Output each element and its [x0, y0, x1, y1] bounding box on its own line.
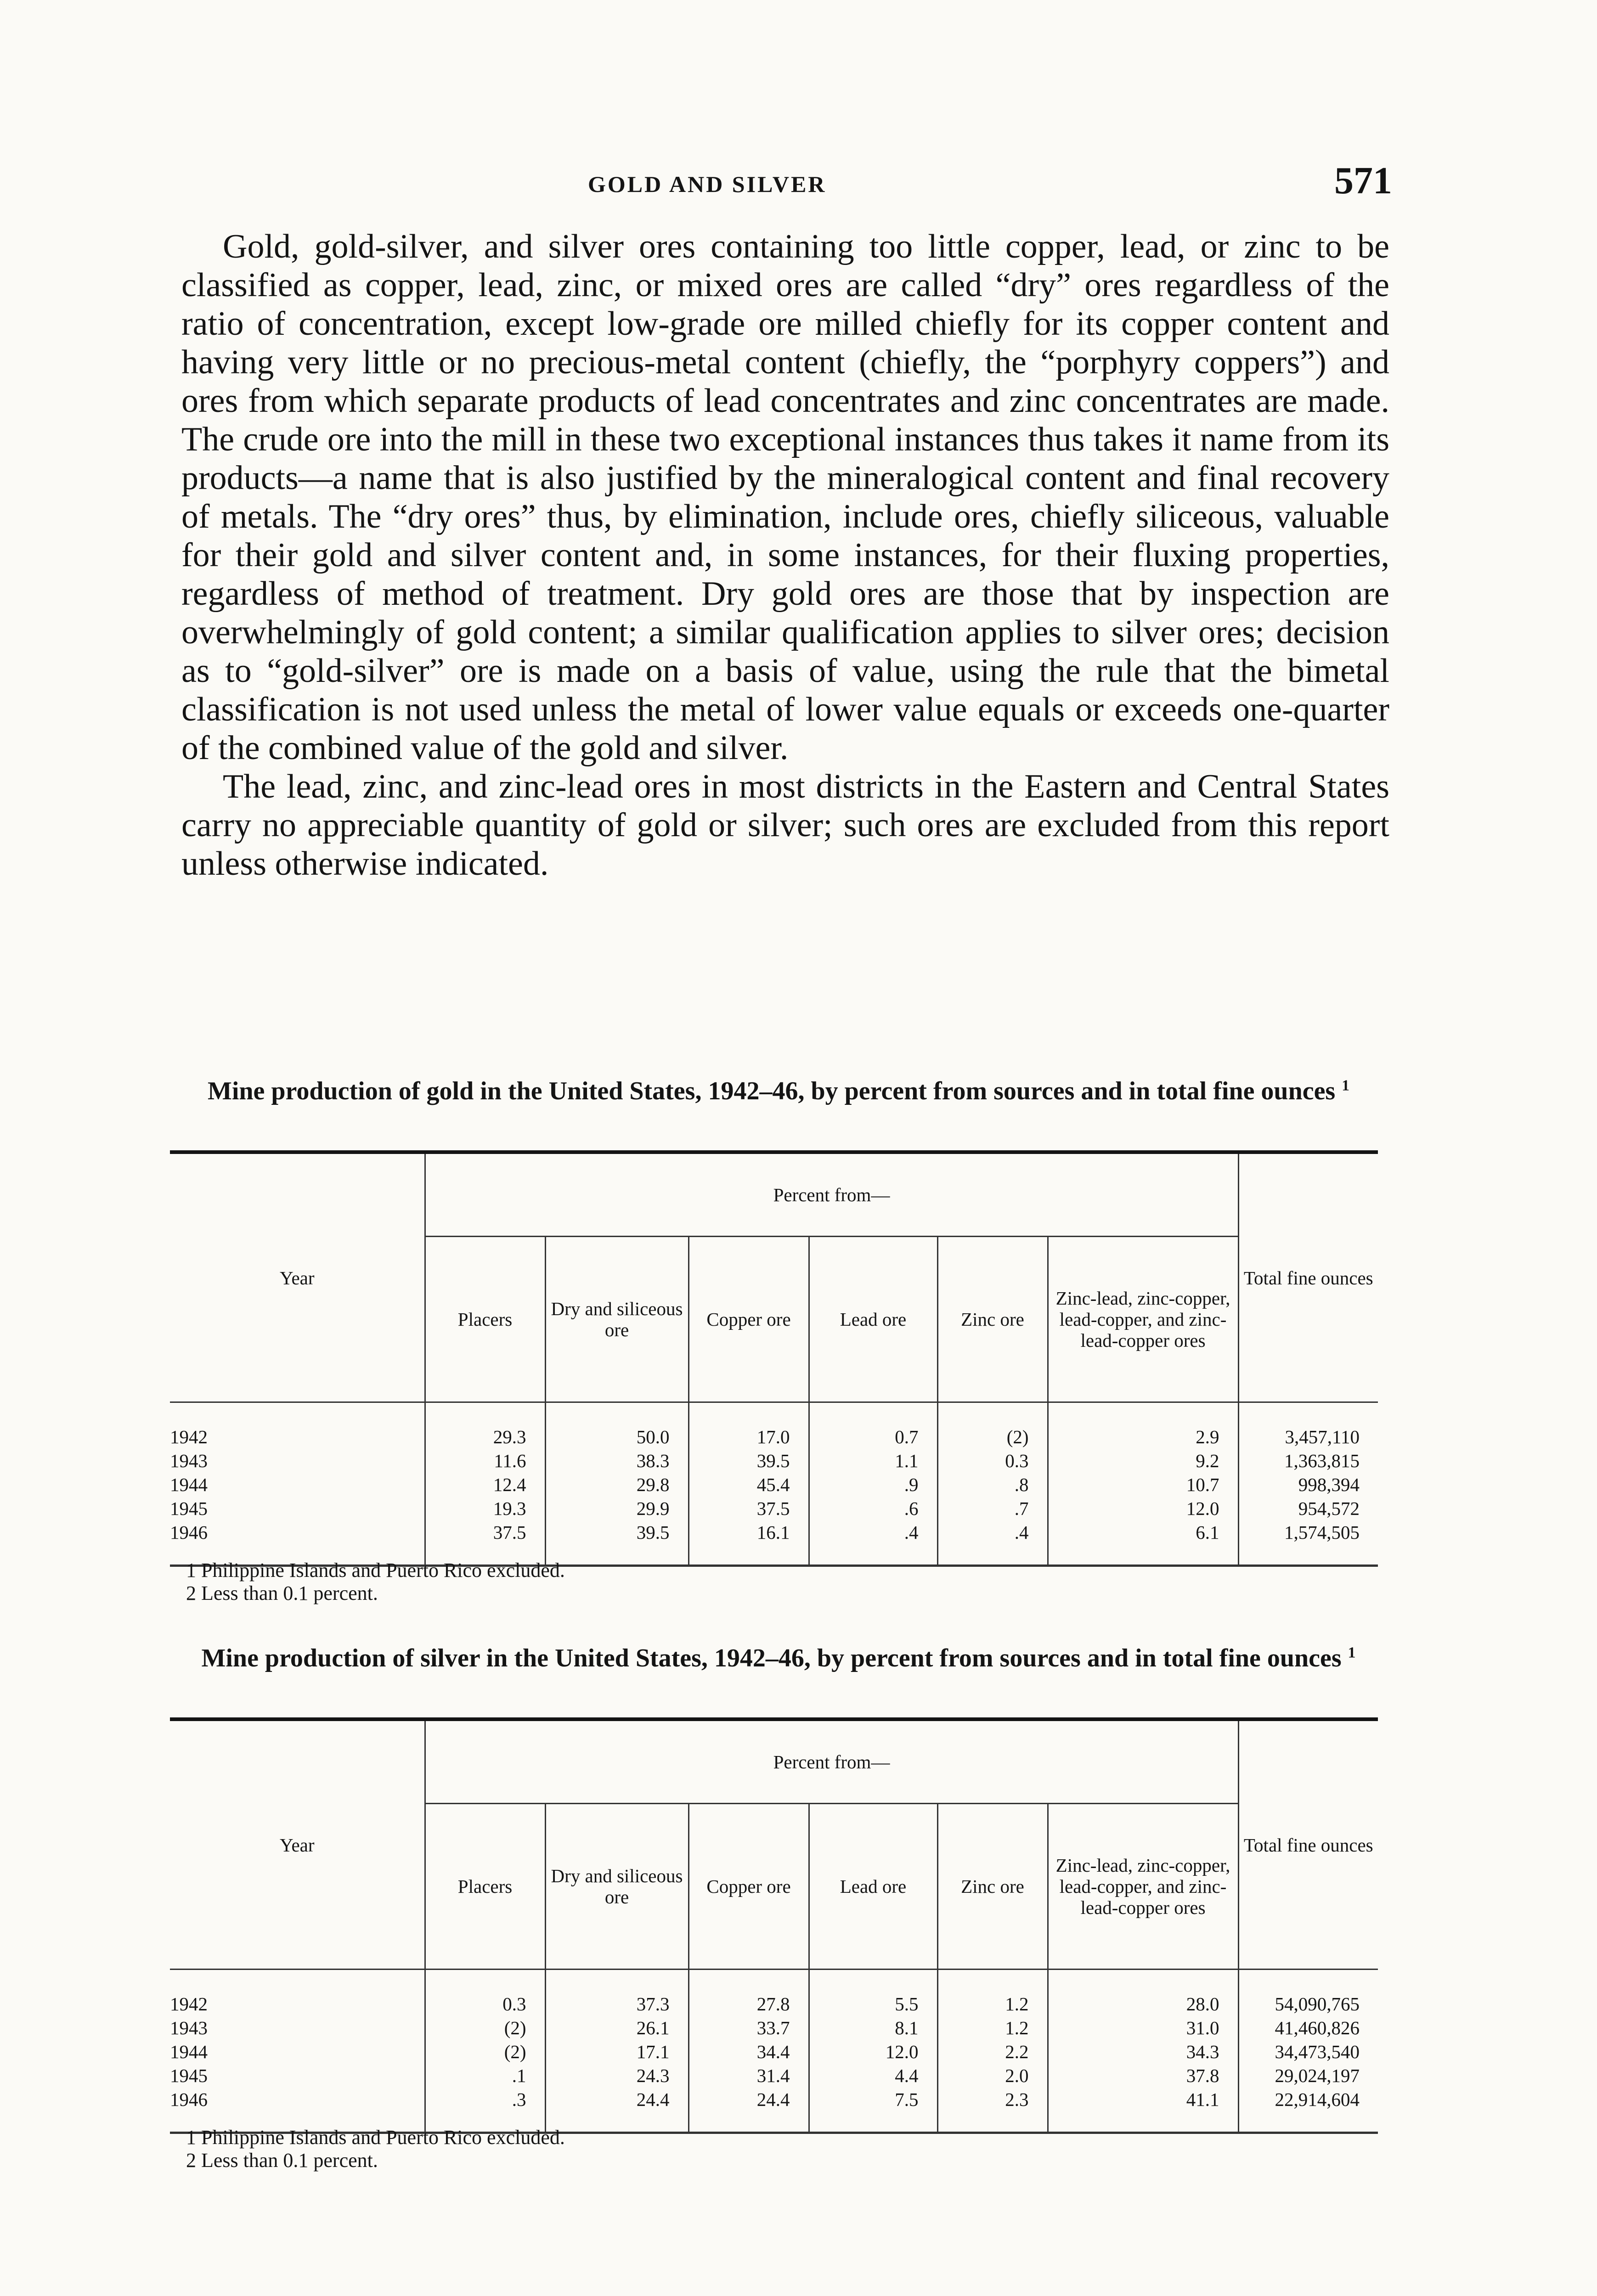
- silver-zinc: 1.2: [937, 2016, 1048, 2040]
- silver-footnote-2: 2 Less than 0.1 percent.: [186, 2149, 378, 2172]
- gold-lead: .6: [809, 1497, 937, 1520]
- gold-lead: 1.1: [809, 1449, 937, 1473]
- silver-zinc: 2.2: [937, 2040, 1048, 2064]
- gold-dry: 50.0: [545, 1425, 688, 1449]
- gold-zinc: (2): [937, 1425, 1048, 1449]
- silver-copper: 33.7: [688, 2016, 809, 2040]
- table-row: [170, 2088, 1378, 2111]
- gold-year: 1944: [170, 1474, 208, 1495]
- gold-year: 1942: [170, 1426, 208, 1447]
- gold-lead: .9: [809, 1473, 937, 1497]
- silver-total: 29,024,197: [1238, 2064, 1378, 2088]
- silver-header-mixed: Zinc-lead, zinc-copper, lead-copper, and zinc-lead-copper ores: [1048, 1804, 1238, 1970]
- table-row: [170, 1497, 1378, 1520]
- gold-dry: 29.8: [545, 1473, 688, 1497]
- gold-total: 998,394: [1238, 1473, 1378, 1497]
- silver-dry: 24.4: [545, 2088, 688, 2111]
- table-row: [170, 2040, 1378, 2064]
- silver-footnotes: [186, 2126, 565, 2172]
- table-row: [170, 1992, 1378, 2016]
- silver-copper: 31.4: [688, 2064, 809, 2088]
- silver-year: 1943: [170, 2017, 208, 2038]
- silver-year: 1945: [170, 2065, 208, 2086]
- silver-year: 1944: [170, 2041, 208, 2062]
- silver-mixed: 41.1: [1048, 2088, 1238, 2111]
- gold-header-placers: Placers: [425, 1237, 545, 1402]
- silver-header-placers: Placers: [425, 1804, 545, 1970]
- silver-header-total: Total fine ounces: [1238, 1719, 1378, 1970]
- gold-copper: 17.0: [688, 1425, 809, 1449]
- gold-header-copper: Copper ore: [688, 1237, 809, 1402]
- paragraph-1: Gold, gold-silver, and silver ores containing too little copper, lead, or zinc to be classified as copper, lead, zinc, or mixed ores are called “dry” ores regardless of the ratio of concentration, except low-grade ore milled chiefly for its copper content and having very little or no precious-metal content (chiefly, the “porphyry coppers”) and ores from which separate products of lead concentrates and zinc concentrates are made. The crude ore into the mill in these two exceptional instances thus takes it name from its products—a name that is also justified by the mineralogical content and final recovery of metals. The “dry ores” thus, by elimination, include ores, chiefly siliceous, valuable for their gold and silver content and, in some instances, for their fluxing properties, regardless of method of treatment. Dry gold ores are those that by inspection are overwhelmingly of gold content; a similar qualification applies to silver ores; decision as to “gold-silver” ore is made on a basis of value, using the rule that the bimetal classification is not used unless the metal of lower value equals or exceeds one-quarter of the combined value of the gold and silver.: [181, 228, 1389, 767]
- silver-copper: 34.4: [688, 2040, 809, 2064]
- gold-copper: 45.4: [688, 1473, 809, 1497]
- silver-header-year: Year: [170, 1719, 425, 1970]
- gold-total: 1,574,505: [1238, 1520, 1378, 1544]
- silver-placers: (2): [425, 2040, 545, 2064]
- gold-placers: 19.3: [425, 1497, 545, 1520]
- silver-dry: 17.1: [545, 2040, 688, 2064]
- gold-mixed: 6.1: [1048, 1520, 1238, 1544]
- silver-zinc: 2.3: [937, 2088, 1048, 2111]
- silver-zinc: 1.2: [937, 1992, 1048, 2016]
- gold-dry: 29.9: [545, 1497, 688, 1520]
- table-row: [170, 2016, 1378, 2040]
- gold-placers: 11.6: [425, 1449, 545, 1473]
- gold-mixed: 10.7: [1048, 1473, 1238, 1497]
- silver-header-dry: Dry and siliceous ore: [545, 1804, 688, 1970]
- silver-table-title-text: Mine production of silver in the United States, 1942–46, by percent from sources and in total fine ounces: [201, 1644, 1342, 1672]
- silver-table-body: [170, 1970, 1378, 2133]
- gold-zinc: .4: [937, 1520, 1048, 1544]
- gold-placers: 37.5: [425, 1520, 545, 1544]
- gold-dry: 39.5: [545, 1520, 688, 1544]
- gold-total: 954,572: [1238, 1497, 1378, 1520]
- gold-year: 1945: [170, 1498, 208, 1519]
- silver-dry: 26.1: [545, 2016, 688, 2040]
- gold-placers: 29.3: [425, 1425, 545, 1449]
- silver-year: 1946: [170, 2089, 208, 2110]
- silver-total: 54,090,765: [1238, 1992, 1378, 2016]
- silver-dry: 37.3: [545, 1992, 688, 2016]
- table-row: [170, 1473, 1378, 1497]
- gold-table-body: [170, 1402, 1378, 1566]
- gold-header-year: Year: [170, 1152, 425, 1402]
- gold-lead: 0.7: [809, 1425, 937, 1449]
- table-row: [170, 1449, 1378, 1473]
- gold-dry: 38.3: [545, 1449, 688, 1473]
- silver-header-lead: Lead ore: [809, 1804, 937, 1970]
- gold-zinc: 0.3: [937, 1449, 1048, 1473]
- gold-header-zinc: Zinc ore: [937, 1237, 1048, 1402]
- silver-lead: 7.5: [809, 2088, 937, 2111]
- gold-zinc: .7: [937, 1497, 1048, 1520]
- body-text: [181, 227, 1389, 883]
- silver-lead: 4.4: [809, 2064, 937, 2088]
- silver-table: [170, 1717, 1378, 2134]
- gold-footnote-1: 1 Philippine Islands and Puerto Rico excluded.: [186, 1559, 565, 1581]
- silver-table-title-note: 1: [1348, 1644, 1356, 1661]
- gold-footnotes: [186, 1559, 565, 1605]
- gold-header-mixed: Zinc-lead, zinc-copper, lead-copper, and zinc-lead-copper ores: [1048, 1237, 1238, 1402]
- gold-header-total: Total fine ounces: [1238, 1152, 1378, 1402]
- gold-copper: 16.1: [688, 1520, 809, 1544]
- gold-table-title: [170, 1077, 1387, 1105]
- silver-copper: 24.4: [688, 2088, 809, 2111]
- silver-mixed: 37.8: [1048, 2064, 1238, 2088]
- gold-copper: 37.5: [688, 1497, 809, 1520]
- silver-total: 41,460,826: [1238, 2016, 1378, 2040]
- gold-year: 1946: [170, 1522, 208, 1543]
- silver-placers: 0.3: [425, 1992, 545, 2016]
- silver-total: 22,914,604: [1238, 2088, 1378, 2111]
- gold-footnote-2: 2 Less than 0.1 percent.: [186, 1582, 378, 1604]
- gold-table: [170, 1150, 1378, 1567]
- table-row: [170, 1520, 1378, 1544]
- paragraph-2: The lead, zinc, and zinc-lead ores in most districts in the Eastern and Central States carry no appreciable quantity of gold or silver; such ores are excluded from this report unless otherwise indicated.: [181, 768, 1389, 883]
- silver-header-zinc: Zinc ore: [937, 1804, 1048, 1970]
- gold-total: 1,363,815: [1238, 1449, 1378, 1473]
- gold-mixed: 9.2: [1048, 1449, 1238, 1473]
- gold-mixed: 12.0: [1048, 1497, 1238, 1520]
- gold-table-title-note: 1: [1342, 1077, 1350, 1094]
- silver-copper: 27.8: [688, 1992, 809, 2016]
- silver-lead: 8.1: [809, 2016, 937, 2040]
- gold-header-lead: Lead ore: [809, 1237, 937, 1402]
- page-number: 571: [1334, 159, 1392, 202]
- gold-table-title-text: Mine production of gold in the United States, 1942–46, by percent from sources and in total fine ounces: [207, 1077, 1336, 1105]
- silver-footnote-1: 1 Philippine Islands and Puerto Rico excluded.: [186, 2126, 565, 2149]
- gold-placers: 12.4: [425, 1473, 545, 1497]
- silver-zinc: 2.0: [937, 2064, 1048, 2088]
- gold-header-percent-from: Percent from—: [425, 1152, 1238, 1237]
- silver-header-copper: Copper ore: [688, 1804, 809, 1970]
- silver-lead: 12.0: [809, 2040, 937, 2064]
- gold-year: 1943: [170, 1450, 208, 1471]
- gold-copper: 39.5: [688, 1449, 809, 1473]
- gold-header-dry: Dry and siliceous ore: [545, 1237, 688, 1402]
- table-row: [170, 1425, 1378, 1449]
- silver-year: 1942: [170, 1993, 208, 2015]
- gold-total: 3,457,110: [1238, 1425, 1378, 1449]
- silver-mixed: 34.3: [1048, 2040, 1238, 2064]
- silver-placers: .3: [425, 2088, 545, 2111]
- silver-mixed: 31.0: [1048, 2016, 1238, 2040]
- gold-zinc: .8: [937, 1473, 1048, 1497]
- running-head: GOLD AND SILVER: [588, 171, 827, 197]
- silver-placers: (2): [425, 2016, 545, 2040]
- silver-lead: 5.5: [809, 1992, 937, 2016]
- silver-mixed: 28.0: [1048, 1992, 1238, 2016]
- gold-lead: .4: [809, 1520, 937, 1544]
- silver-placers: .1: [425, 2064, 545, 2088]
- gold-mixed: 2.9: [1048, 1425, 1238, 1449]
- silver-table-title: [170, 1644, 1387, 1672]
- silver-header-percent-from: Percent from—: [425, 1719, 1238, 1804]
- table-row: [170, 2064, 1378, 2088]
- silver-total: 34,473,540: [1238, 2040, 1378, 2064]
- silver-dry: 24.3: [545, 2064, 688, 2088]
